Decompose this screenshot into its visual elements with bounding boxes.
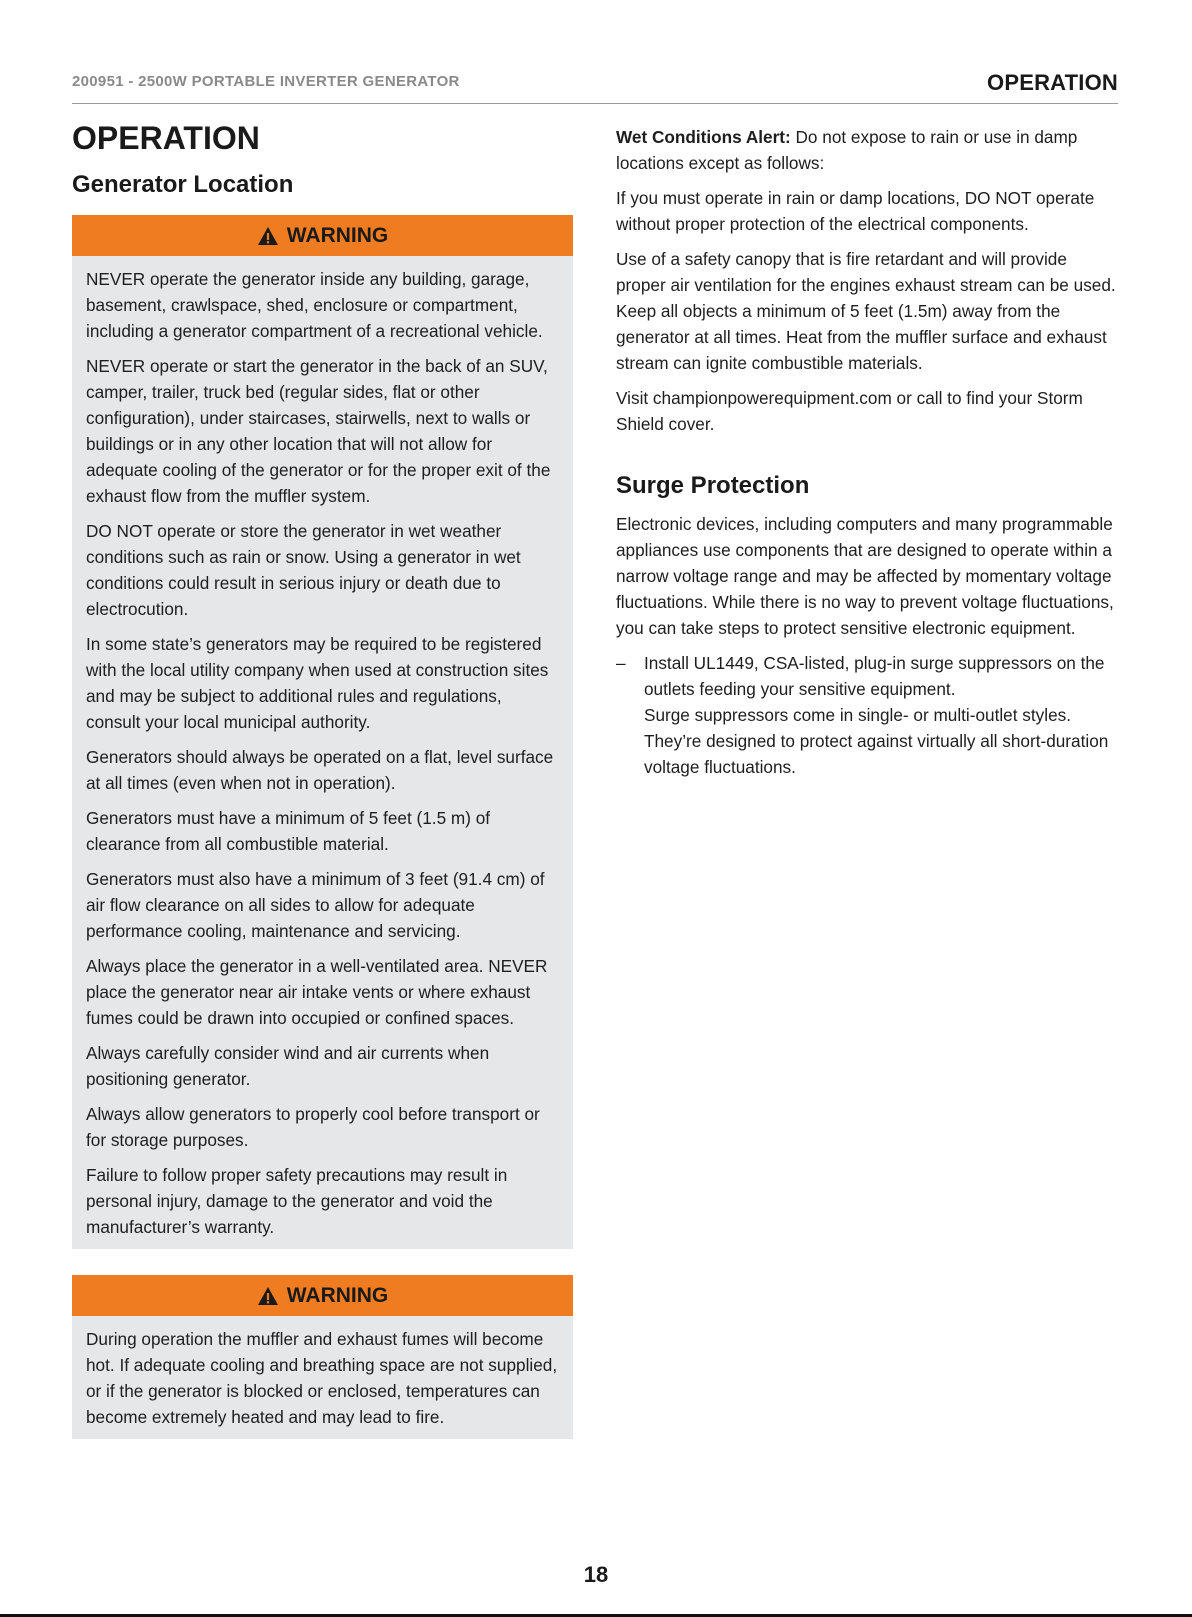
warning-paragraph: Generators must have a minimum of 5 feet (1.5 m) of clearance from all combustible material.: [86, 808, 491, 854]
warning-paragraph: NEVER operate or start the generator in the back of an SUV, camper, trailer, truck bed (regular sides, flat or other configuration), under staircases, stairwells, next to walls or buildings or in any other location that will not allow for adequate cooling of the generator or for the proper exit of the exhaust flow from the muffler system.: [86, 356, 551, 506]
page-header: [72, 68, 1118, 104]
page-title: OPERATION: [72, 120, 260, 156]
section-label: OPERATION: [987, 70, 1118, 95]
body-paragraph: Visit championpowerequipment.com or call to find your Storm Shield cover.: [616, 388, 1083, 434]
warning-paragraph: Always allow generators to properly cool before transport or for storage purposes.: [86, 1104, 540, 1150]
warning-paragraph: Always carefully consider wind and air currents when positioning generator.: [86, 1043, 490, 1089]
list-item-text: [644, 650, 1120, 780]
left-column: [72, 118, 573, 1439]
warning-paragraph: Generators must also have a minimum of 3 feet (91.4 cm) of air flow clearance on all sides to allow for adequate performance cooling, maintenance and servicing.: [86, 869, 545, 941]
list-item-line: Install UL1449, CSA-listed, plug-in surge suppressors on the outlets feeding your sensitive equipment.: [644, 653, 1105, 699]
warning-box-location: [72, 215, 573, 1249]
warning-paragraph: Always place the generator in a well-ventilated area. NEVER place the generator near air intake vents or where exhaust fumes could be drawn into occupied or confined spaces.: [86, 956, 548, 1028]
wet-conditions-alert: [616, 124, 1120, 176]
warning-paragraph: NEVER operate the generator inside any building, garage, basement, crawlspace, shed, enclosure or compartment, including a generator compartment of a recreational vehicle.: [86, 269, 543, 341]
document-title: 200951 - 2500W PORTABLE INVERTER GENERATOR: [72, 73, 460, 90]
warning-triangle-icon: [257, 226, 279, 246]
warning-label: WARNING: [286, 223, 389, 247]
warning-header: [72, 215, 573, 256]
page-number: 18: [583, 1562, 609, 1587]
surge-intro-paragraph: Electronic devices, including computers and many programmable appliances use components that are designed to operate within a narrow voltage range and may be affected by momentary voltage fluctuations. While there is no way to prevent voltage fluctuations, you can take steps to protect sensitive electronic equipment.: [616, 514, 1114, 638]
warning-paragraph: DO NOT operate or store the generator in wet weather conditions such as rain or snow. Using a generator in wet conditions could result in serious injury or death due to electrocution.: [86, 521, 521, 619]
right-column: [616, 124, 1120, 780]
wet-conditions-label: Wet Conditions Alert:: [616, 127, 791, 147]
warning-body: [72, 1316, 573, 1439]
warning-body: [72, 256, 573, 1249]
wet-conditions-text: Do not expose to rain or use in damp locations except as follows:: [616, 127, 1078, 173]
warning-triangle-icon: [257, 1286, 279, 1306]
warning-header: [72, 1275, 573, 1316]
list-dash: –: [616, 653, 626, 673]
warning-paragraph: In some state’s generators may be required to be registered with the local utility company when used at construction sites and may be subject to additional rules and regulations, consult your local municipal authority.: [86, 634, 549, 732]
warning-paragraph: Generators should always be operated on a flat, level surface at all times (even when not in operation).: [86, 747, 554, 793]
warning-label: WARNING: [286, 1283, 389, 1307]
warning-box-heat: [72, 1275, 573, 1439]
warning-paragraph: Failure to follow proper safety precautions may result in personal injury, damage to the generator and void the manufacturer’s warranty.: [86, 1165, 508, 1237]
body-paragraph: If you must operate in rain or damp locations, DO NOT operate without proper protection of the electrical components.: [616, 188, 1095, 234]
generator-location-heading: Generator Location: [72, 171, 294, 198]
surge-protection-heading: Surge Protection: [616, 472, 810, 499]
warning-paragraph: During operation the muffler and exhaust fumes will become hot. If adequate cooling and breathing space are not supplied, or if the generator is blocked or enclosed, temperatures can become extremely heated and may lead to fire.: [86, 1329, 558, 1427]
body-paragraph: Use of a safety canopy that is fire retardant and will provide proper air ventilation for the engines exhaust stream can be used. Keep all objects a minimum of 5 feet (1.5m) away from the generator at all times. Heat from the muffler surface and exhaust stream can ignite combustible materials.: [616, 249, 1116, 373]
list-item-line: Surge suppressors come in single- or multi-outlet styles. They’re designed to protect against virtually all short-duration voltage fluctuations.: [644, 705, 1109, 777]
list-item: [616, 650, 1120, 780]
